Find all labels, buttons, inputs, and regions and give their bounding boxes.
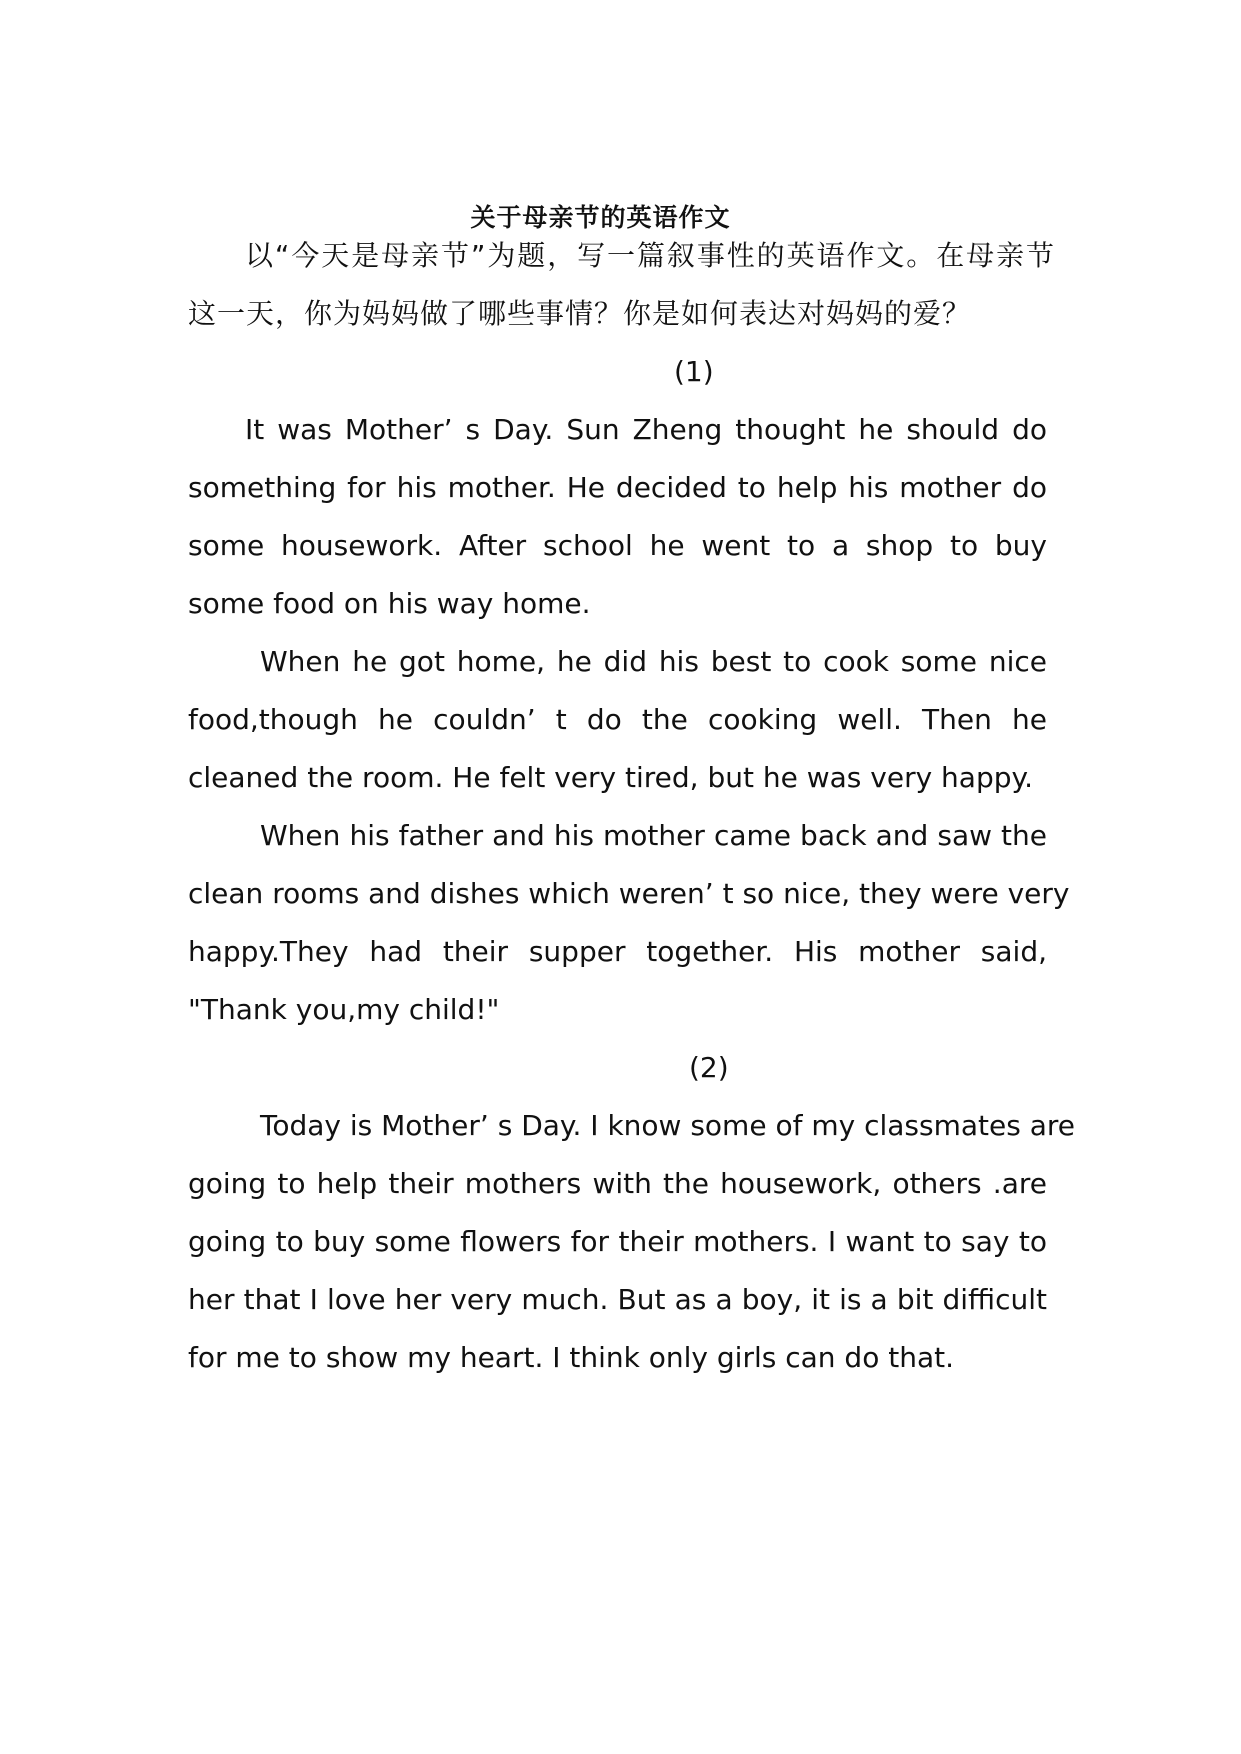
section-1-label: (1) bbox=[674, 355, 714, 388]
paragraph-2-line-3: cleaned the room. He felt very tired, but he was very happy. bbox=[188, 761, 1033, 794]
paragraph-1-line-1: It was Mother’ s Day. Sun Zheng thought he should do bbox=[245, 413, 1047, 446]
document-title: 关于母亲节的英语作文 bbox=[470, 203, 731, 232]
paragraph-1-line-3: some housework. After school he went to a shop to buy bbox=[188, 529, 1047, 562]
paragraph-1-line-2: something for his mother. He decided to help his mother do bbox=[188, 471, 1047, 504]
section-2-label: (2) bbox=[689, 1051, 729, 1084]
paragraph-4-line-4: her that I love her very much. But as a boy, it is a bit difficult bbox=[188, 1283, 1047, 1316]
paragraph-3-line-1: When his father and his mother came back and saw the bbox=[260, 819, 1047, 852]
paragraph-4-line-1: Today is Mother’ s Day. I know some of my classmates are bbox=[260, 1109, 1076, 1142]
paragraph-4-line-3: going to buy some flowers for their mothers. I want to say to bbox=[188, 1225, 1047, 1258]
paragraph-3-line-2: clean rooms and dishes which weren’ t so nice, they were very bbox=[188, 877, 1070, 910]
paragraph-4-line-5: for me to show my heart. I think only girls can do that. bbox=[188, 1341, 954, 1374]
paragraph-1-line-4: some food on his way home. bbox=[188, 587, 591, 620]
paragraph-3-line-4: "Thank you,my child!" bbox=[188, 993, 500, 1026]
intro-line-2: 这一天，你为妈妈做了哪些事情？你是如何表达对妈妈的爱？ bbox=[188, 297, 972, 330]
paragraph-4-line-2: going to help their mothers with the housework, others .are bbox=[188, 1167, 1047, 1200]
paragraph-3-line-3: happy.They had their supper together. His mother said, bbox=[188, 935, 1047, 968]
paragraph-2-line-2: food,though he couldn’ t do the cooking well. Then he bbox=[188, 703, 1047, 736]
paragraph-2-line-1: When he got home, he did his best to cook some nice bbox=[260, 645, 1047, 678]
intro-line-1: 以“今天是母亲节”为题，写一篇叙事性的英语作文。在母亲节 bbox=[245, 239, 1055, 272]
